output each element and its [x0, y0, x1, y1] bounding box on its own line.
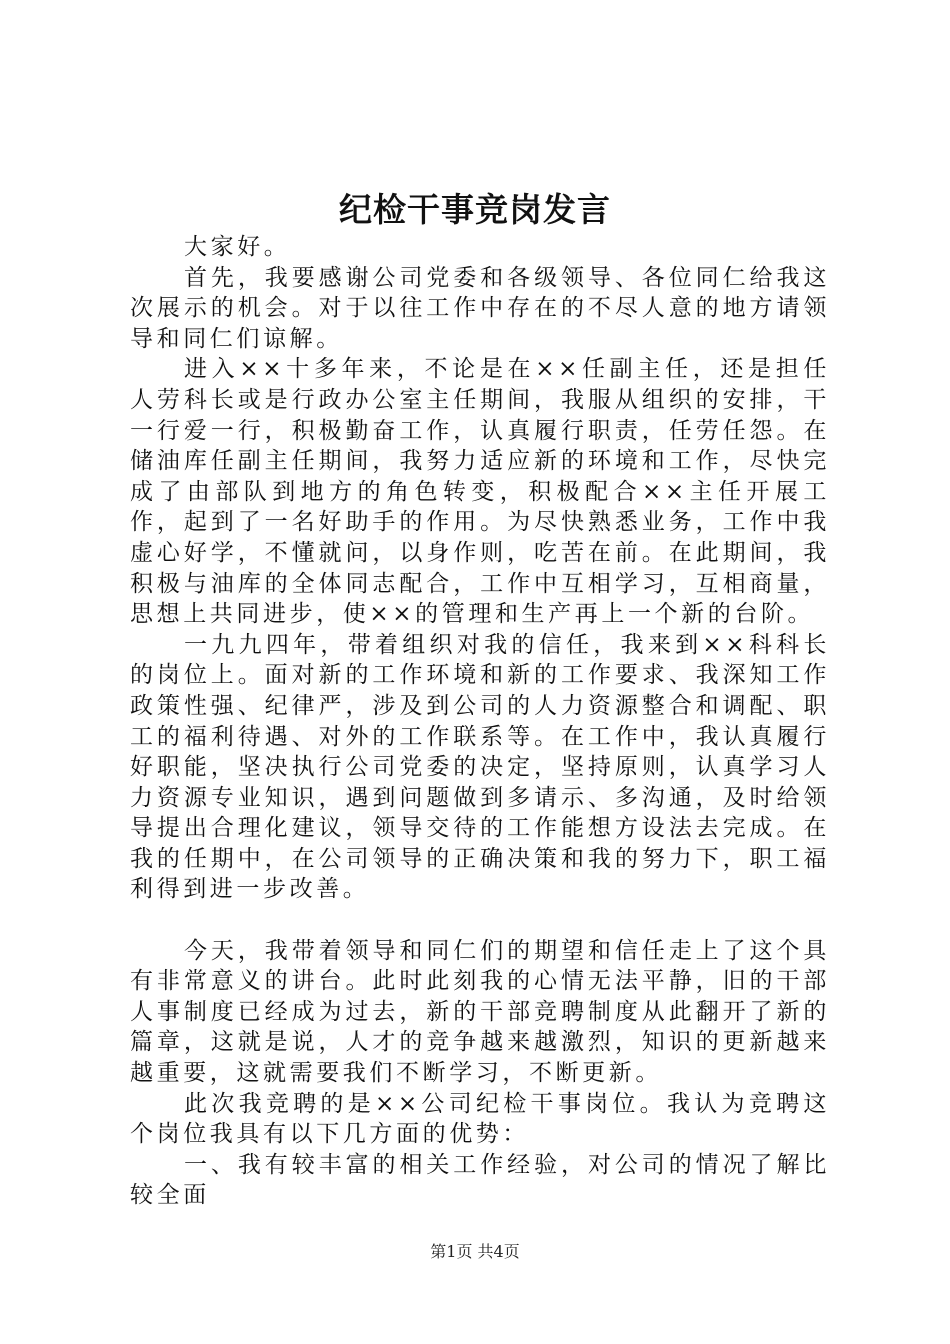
paragraph-1994: 一九九四年，带着组织对我的信任，我来到××科科长的岗位上。面对新的工作环境和新的工作要求、我深知工作政策性强、纪律严，涉及到公司的人力资源整合和调配、职工的福利待遇、对外的工作联系等。在工作中，我认真履行好职能，坚决执行公司党委的决定，坚持原则，认真学习人力资源专业知识，遇到问题做到多请示、多沟通，及时给领导提出合理化建议，领导交待的工作能想方设法去完成。在我的任期中，在公司领导的正确决策和我的努力下，职工福利得到进一步改善。: [130, 631, 830, 903]
paragraph-advantage-1: 一、我有较丰富的相关工作经验，对公司的情况了解比较全面: [130, 1151, 830, 1209]
page-title: 纪检干事竞岗发言: [339, 190, 611, 229]
paragraph-thanks: 首先，我要感谢公司党委和各级领导、各位同仁给我这次展示的机会。对于以往工作中存在的不尽人意的地方请领导和同仁们谅解。: [130, 264, 830, 352]
paragraph-gap: [130, 905, 830, 936]
page-footer: 第1页 共4页: [430, 1242, 520, 1261]
document-body: [130, 232, 830, 1211]
paragraph-position: 此次我竞聘的是××公司纪检干事岗位。我认为竞聘这个岗位我具有以下几方面的优势：: [130, 1090, 830, 1148]
paragraph-experience: 进入××十多年来，不论是在××任副主任，还是担任人劳科长或是行政办公室主任期间，我服从组织的安排，干一行爱一行，积极勤奋工作，认真履行职责，任劳任怨。在储油库任副主任期间，我努力适应新的环境和工作，尽快完成了由部队到地方的角色转变，积极配合××主任开展工作，起到了一名好助手的作用。为尽快熟悉业务，工作中我虚心好学，不懂就问，以身作则，吃苦在前。在此期间，我积极与油库的全体同志配合，工作中互相学习，互相商量，思想上共同进步，使××的管理和生产再上一个新的台阶。: [130, 356, 830, 628]
paragraph-greeting: 大家好。: [184, 234, 291, 260]
paragraph-today: 今天，我带着领导和同仁们的期望和信任走上了这个具有非常意义的讲台。此时此刻我的心情无法平静，旧的干部人事制度已经成为过去，新的干部竞聘制度从此翻开了新的篇章，这就是说，人才的竞争越来越激烈，知识的更新越来越重要，这就需要我们不断学习，不断更新。: [130, 937, 830, 1087]
